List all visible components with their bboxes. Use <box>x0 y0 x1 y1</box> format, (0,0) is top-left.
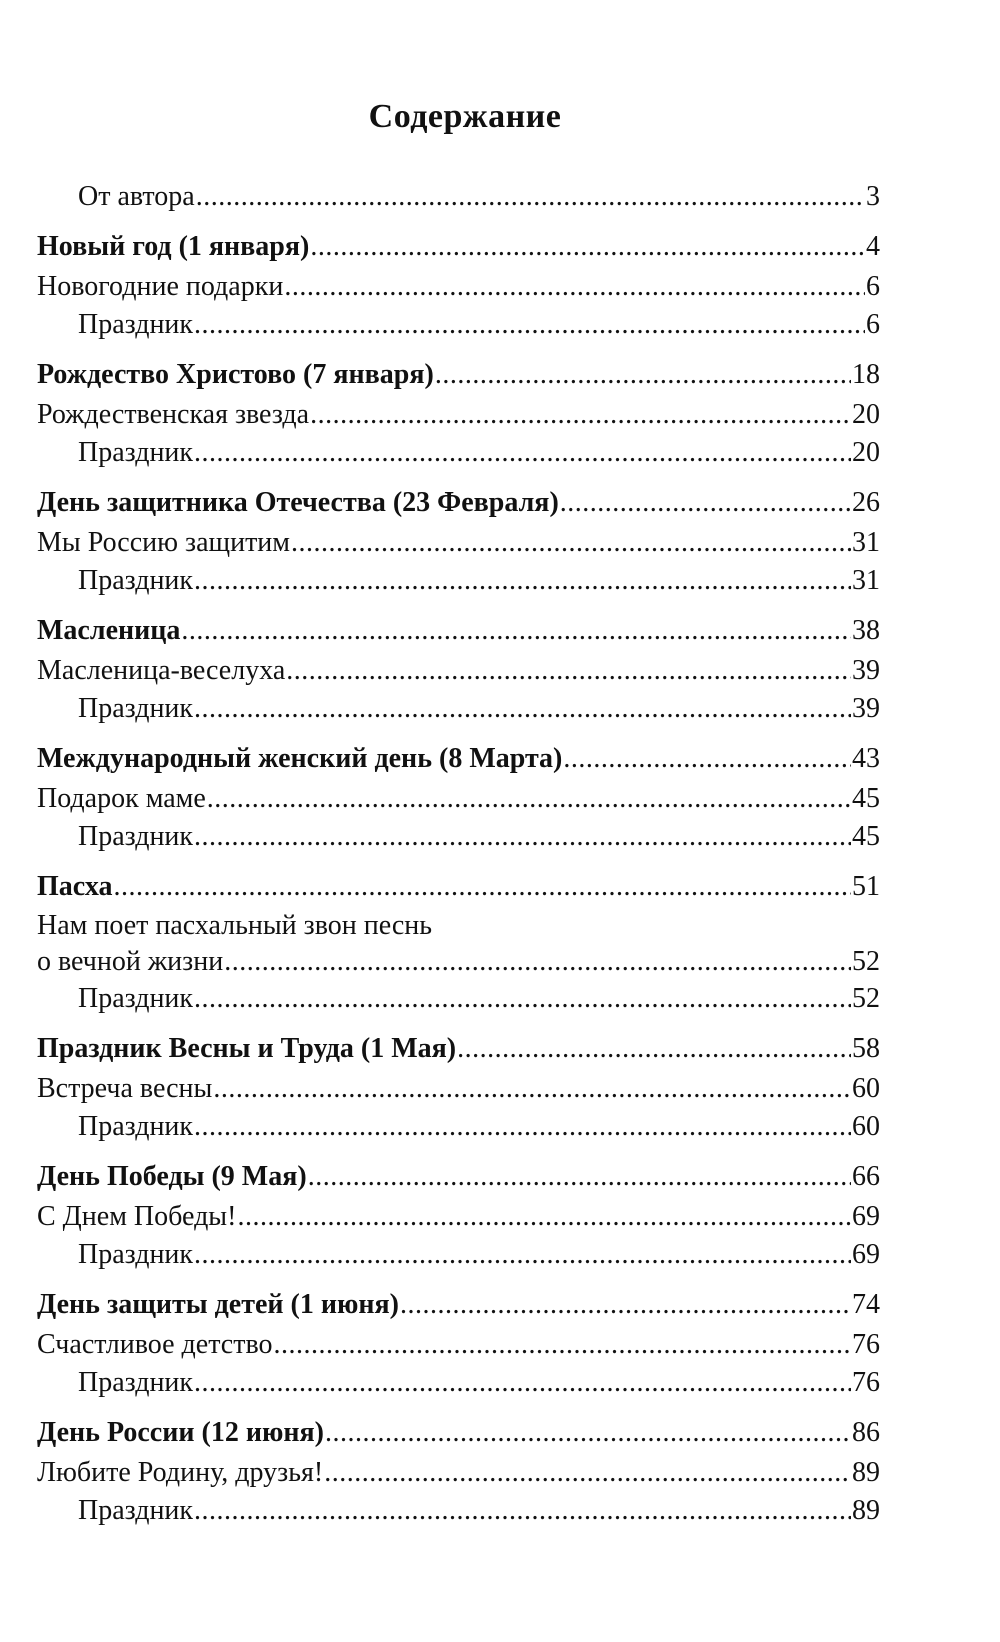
toc-entry <box>37 1236 880 1274</box>
toc-page-number: 89 <box>852 1495 880 1526</box>
toc-leader-dots <box>284 268 865 306</box>
toc-entry-title: Праздник <box>78 565 194 596</box>
toc-leader-dots <box>213 1070 851 1108</box>
toc-entry <box>37 780 880 818</box>
toc-page-number: 60 <box>852 1073 880 1104</box>
toc-page-number: 52 <box>852 946 880 977</box>
toc-leader-dots <box>196 178 865 216</box>
toc-entry-title: Праздник Весны и Труда (1 Мая) <box>37 1033 457 1064</box>
toc-page-number: 39 <box>852 693 880 724</box>
toc-section-entry <box>37 1414 880 1452</box>
toc-leader-dots <box>310 228 865 266</box>
toc-entry-title: Праздник <box>78 693 194 724</box>
toc-entry <box>37 1364 880 1402</box>
toc-page-number: 86 <box>852 1417 880 1448</box>
toc-entry-title: Праздник <box>78 821 194 852</box>
toc-page-number: 38 <box>852 615 880 646</box>
toc-page-number: 43 <box>852 743 880 774</box>
toc-leader-dots <box>325 1414 851 1452</box>
table-of-contents <box>37 178 880 1530</box>
toc-leader-dots <box>435 356 851 394</box>
toc-entry-title: Праздник <box>78 1495 194 1526</box>
toc-entry <box>37 562 880 600</box>
toc-leader-dots <box>194 1492 851 1530</box>
toc-entry-title: Новый год (1 января) <box>37 231 310 262</box>
toc-leader-dots <box>237 1198 851 1236</box>
toc-entry-title: Праздник <box>78 1367 194 1398</box>
toc-leader-dots <box>194 562 851 600</box>
toc-entry <box>37 268 880 306</box>
toc-entry <box>37 306 880 344</box>
toc-leader-dots <box>286 652 851 690</box>
toc-leader-dots <box>194 690 851 728</box>
toc-section-entry <box>37 484 880 522</box>
toc-entry-title: Рождество Христово (7 января) <box>37 359 434 390</box>
toc-entry <box>37 524 880 562</box>
toc-entry <box>37 1492 880 1530</box>
toc-page-number: 58 <box>852 1033 880 1064</box>
toc-page-number: 45 <box>852 821 880 852</box>
toc-entry <box>37 652 880 690</box>
toc-entry <box>37 980 880 1018</box>
toc-leader-dots <box>310 396 851 434</box>
toc-entry-title: о вечной жизни <box>37 946 224 977</box>
toc-leader-dots <box>194 306 865 344</box>
toc-entry-title: Встреча весны <box>37 1073 213 1104</box>
toc-page-number: 76 <box>852 1329 880 1360</box>
toc-page-number: 26 <box>852 487 880 518</box>
toc-page-number: 52 <box>852 983 880 1014</box>
toc-leader-dots <box>457 1030 851 1068</box>
toc-leader-dots <box>324 1454 851 1492</box>
toc-section-entry <box>37 1158 880 1196</box>
toc-entry-title: Праздник <box>78 309 194 340</box>
toc-entry <box>37 1326 880 1364</box>
toc-entry-title: Праздник <box>78 437 194 468</box>
toc-leader-dots <box>181 612 851 650</box>
toc-section-entry <box>37 228 880 266</box>
toc-entry-title: Пасха <box>37 871 113 902</box>
toc-entry <box>37 1198 880 1236</box>
toc-page-number: 3 <box>866 181 880 212</box>
toc-page-number: 20 <box>852 399 880 430</box>
toc-section-entry <box>37 740 880 778</box>
toc-page-number: 60 <box>852 1111 880 1142</box>
toc-entry-title: Новогодние подарки <box>37 271 284 302</box>
toc-entry <box>37 1454 880 1492</box>
toc-section-entry <box>37 612 880 650</box>
toc-entry-title: Подарок маме <box>37 783 206 814</box>
toc-page-number: 66 <box>852 1161 880 1192</box>
toc-leader-dots <box>194 1236 851 1274</box>
toc-page-number: 6 <box>866 309 880 340</box>
toc-leader-dots <box>194 1364 851 1402</box>
toc-leader-dots <box>224 944 851 980</box>
toc-entry-title: Международный женский день (8 Марта) <box>37 743 563 774</box>
toc-leader-dots <box>207 780 851 818</box>
toc-page-number: 4 <box>866 231 880 262</box>
toc-entry-title: День Победы (9 Мая) <box>37 1161 307 1192</box>
toc-entry-title: Нам поет пасхальный звон песнь <box>37 910 433 941</box>
toc-section-entry <box>37 868 880 906</box>
toc-page-number: 74 <box>852 1289 880 1320</box>
toc-leader-dots <box>194 818 851 856</box>
toc-entry <box>37 908 880 944</box>
toc-entry-title: Масленица <box>37 615 181 646</box>
toc-page-number: 31 <box>852 527 880 558</box>
toc-entry-title: День России (12 июня) <box>37 1417 324 1448</box>
toc-page-number: 76 <box>852 1367 880 1398</box>
toc-entry-title: День защиты детей (1 июня) <box>37 1289 399 1320</box>
toc-section-entry <box>37 1286 880 1324</box>
toc-leader-dots <box>194 434 851 472</box>
page-title: Содержание <box>368 98 562 135</box>
toc-entry <box>37 690 880 728</box>
toc-page-number: 45 <box>852 783 880 814</box>
toc-entry-title: С Днем Победы! <box>37 1201 237 1232</box>
toc-leader-dots <box>308 1158 851 1196</box>
toc-entry <box>37 1070 880 1108</box>
toc-entry <box>37 944 880 980</box>
toc-entry <box>37 818 880 856</box>
toc-page-number: 20 <box>852 437 880 468</box>
toc-entry <box>37 434 880 472</box>
toc-page-number: 6 <box>866 271 880 302</box>
toc-page-number: 18 <box>852 359 880 390</box>
toc-entry-title: Рождественская звезда <box>37 399 310 430</box>
toc-page-number: 39 <box>852 655 880 686</box>
toc-entry <box>37 178 880 216</box>
toc-page-number: 51 <box>852 871 880 902</box>
toc-entry-title: Праздник <box>78 1111 194 1142</box>
toc-entry-title: Любите Родину, друзья! <box>37 1457 324 1488</box>
toc-entry-title: Праздник <box>78 983 194 1014</box>
toc-entry <box>37 1108 880 1146</box>
toc-page-number: 69 <box>852 1239 880 1270</box>
toc-entry-title: День защитника Отечества (23 Февраля) <box>37 487 559 518</box>
toc-leader-dots <box>560 484 851 522</box>
toc-entry-title: От автора <box>78 181 195 212</box>
toc-page-number: 89 <box>852 1457 880 1488</box>
toc-leader-dots <box>273 1326 851 1364</box>
toc-leader-dots <box>194 980 851 1018</box>
toc-entry-title: Масленица-веселуха <box>37 655 286 686</box>
toc-leader-dots <box>113 868 851 906</box>
toc-entry-title: Счастливое детство <box>37 1329 273 1360</box>
toc-section-entry <box>37 356 880 394</box>
toc-leader-dots <box>400 1286 851 1324</box>
toc-entry-title: Мы Россию защитим <box>37 527 291 558</box>
toc-leader-dots <box>194 1108 851 1146</box>
toc-page-number: 31 <box>852 565 880 596</box>
toc-section-entry <box>37 1030 880 1068</box>
toc-entry-title: Праздник <box>78 1239 194 1270</box>
toc-entry <box>37 396 880 434</box>
toc-leader-dots <box>291 524 851 562</box>
toc-leader-dots <box>563 740 851 778</box>
toc-page-number: 69 <box>852 1201 880 1232</box>
